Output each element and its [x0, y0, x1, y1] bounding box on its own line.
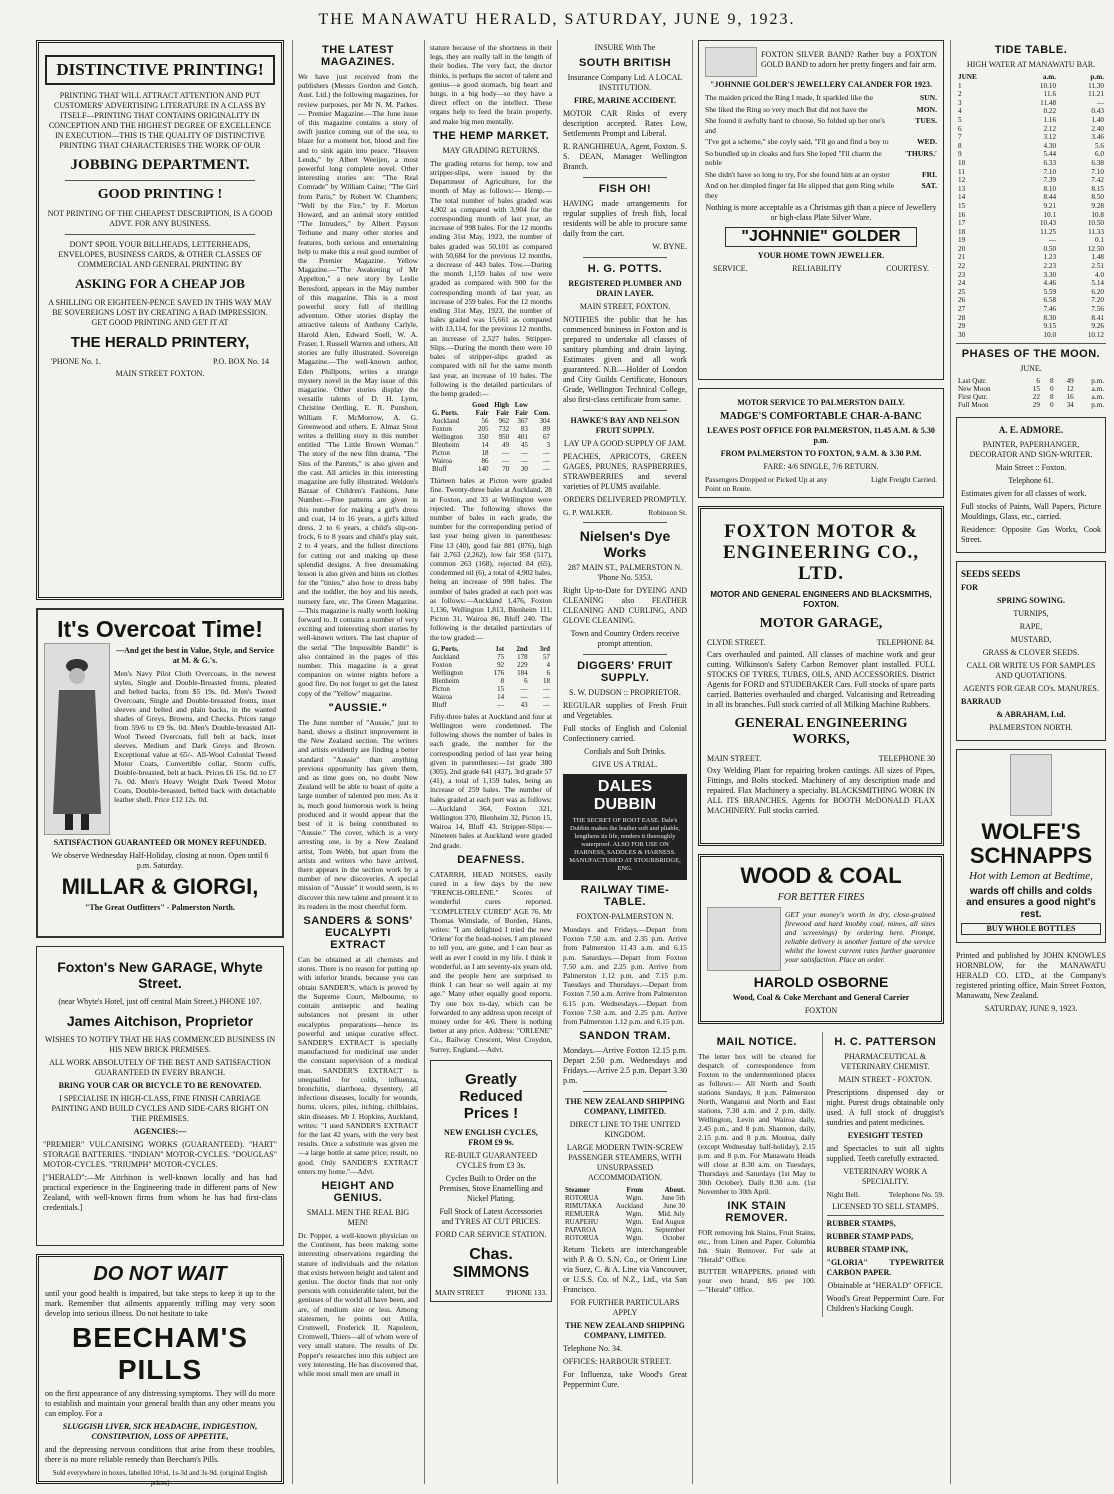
ship-table-row: PAPAROA Wgtn. September [565, 1226, 685, 1235]
column-rule [692, 40, 693, 1484]
wolfes-schnapps: WOLFE'S SCHNAPPS [969, 819, 1093, 869]
hemp-body: The grading returns for hemp, tow and stripper-slips, were issued by the Department of Agriculture, for the month of May as follows:— Hemp.—The total number of bales graded was 4,902 as compared with 3,904 for the corresponding month of last year, an increase of 998 bales. For the 12 months ending 31st May, 1923, the number of bales graded was 50,101 as compared with 50,684 for the previous 12 months, a decrease of 443 bales. Tow.—During the month 1,159 bales of tow were graded as compared with 900 for the corresponding month of last year, an increase of 259 bales. For the 12 months ending 31st May, 1923, the number of bales graded was 15,661 as compared with 13,114, for the previous 12 months, an increase of 2,527 bales. Stripper-Slips.—During the month there were 10 bales of stripper-slips graded as compared with nil for the same month last year, an increase of 10 bales. The following is the detailed particulars of the hemp graded:— [430, 158, 552, 398]
garage-all-work: ALL WORK ABSOLUTELY OF THE BEST AND SATISFACTION GUARANTEED IN EVERY BRANCH. [49, 1058, 271, 1077]
column-1 [36, 40, 284, 1490]
wood-coal-ad [698, 854, 944, 1024]
wards-off: wards off chills and colds and ensures a good night's rest. [966, 885, 1096, 920]
madge-leaves: LEAVES POST OFFICE FOR PALMERSTON, 11.45 A.M. & 5.30 p.m. [707, 425, 935, 445]
tide-table-row: 7 3.12 3.46 [958, 133, 1104, 142]
admore-ad [956, 417, 1106, 553]
overcoat-holiday: We observe Wednesday Half-Holiday, closing at noon. Open until 6 p.m. Saturday. [51, 851, 269, 870]
printery-pobox: P.O. BOX No. 14 [212, 357, 269, 366]
overcoat-satisfaction: SATISFACTION GUARANTEED OR MONEY REFUNDED. [53, 838, 267, 847]
tide-title: TIDE TABLE. [994, 44, 1068, 56]
poem-line: She didn't have so long to try, For she found him at an oyster FRI. [705, 169, 937, 179]
printing-title: DISTINCTIVE PRINTING! [45, 55, 275, 85]
ink-title: INK STAIN REMOVER. [725, 1200, 789, 1224]
tow-table-header: G. Ports. 1st 2nd 3rd [432, 644, 550, 653]
overcoat-figure-icon [45, 644, 109, 834]
railway-body: Mondays and Fridays.—Depart from Foxton 7.50 a.m. and 2.35 p.m. Arrive from Palmerston 11.43 a.m. and 6.15 p.m. Saturdays.—Depart from Foxton 7.50 a.m. and 2.25 p.m. Arrive from Palmerston 1.12 p.m. and 7.15 p.m. Tuesdays and Thursdays.—Depart from Foxton 7.50 a.m. Arrive from Palmerston 6.15 p.m. Wednesdays.—Depart from Foxton 7.50 a.m. and 2.25 p.m. Arrive from Palmerston 1.12 p.m. and 6.15 p.m. [563, 925, 687, 1027]
tide-table-row: 4 0.22 0.43 [958, 107, 1104, 116]
tide-month: JUNE [958, 73, 977, 81]
ring-illustration [705, 47, 757, 77]
shipping-telephone: Telephone No. 34. [563, 1344, 622, 1354]
tide-table-row: 28 8.30 8.41 [958, 313, 1104, 322]
column-4 [563, 40, 687, 1490]
rubber-stamp-ink: RUBBER STAMP INK, [826, 1245, 908, 1254]
telephone-59: Telephone No. 59. [888, 1190, 944, 1199]
hemp-title: THE HEMP MARKET. [432, 129, 550, 142]
poem-line: So bundled up in cloaks and furs She loped "I'll charm the noble 'THURS.' [705, 148, 937, 167]
sanders-title: SANDERS & SONS' EUCALYPTI EXTRACT [303, 915, 413, 952]
nothing-more: Nothing is more acceptable as a Christmas gift than a piece of Jewellery or high-class Plate Silver Ware. [705, 203, 937, 222]
tide-table-row: 30 10.0 10.12 [958, 330, 1104, 339]
moon-table-row: New Moon 15 0 12 a.m. [958, 385, 1104, 394]
ship-table-row: RUAPEHU Wgtn. End August [565, 1218, 685, 1227]
walker-name: G. P. WALKER. [563, 508, 613, 517]
barraud: BARRAUD [961, 697, 1001, 707]
cheap-job: ASKING FOR A CHEAP JOB [75, 276, 245, 291]
spoil-text: DON'T SPOIL YOUR BILLHEADS, LETTERHEADS, ENVELOPES, BUSINESS CARDS, & OTHER CLASSES OF COMMERCIAL AND GENERAL PRINTING BY [58, 240, 262, 269]
ship-table-row: ROTORUA Wgtn. June 5th [565, 1194, 685, 1203]
printery-phone: 'PHONE No. 1. [51, 357, 101, 366]
moon-month: JUNE. [1020, 364, 1042, 374]
overcoat-title: It's Overcoat Time! [57, 616, 263, 642]
height-title: HEIGHT AND GENIUS. [321, 1179, 395, 1204]
mail-body: The letter box will be cleared for despatch of correspondence from Foxton to the undermentioned places as follows:— All North and South stations Sundays, 8 p.m. Palmerston North, Wanganui and North and East stations, 7.30 a.m. and 2 p.m. daily. Wellington, Levin and Wairoa daily, 2.45 p.m., and 8 p.m. Shannon, daily, 2.15 p.m. and 8 p.m. Moutoa, daily (except Wednesday half-holiday), 2.15 p.m. and 8 p.m. For Manawatu Heads will close at 8.30 a.m. on Tuesdays, Thursdays and Saturdays (1st May to 30th October). Daily 8.30 a.m. (1st November to 30th April. [698, 1052, 816, 1196]
column-rule [557, 40, 558, 1484]
admore-stocks: Full stocks of Paints, Wall Papers, Picture Mouldings, Glass, etc., carried. [961, 501, 1101, 521]
tide-table-row: 9 5.44 6.0 [958, 150, 1104, 159]
man-in-overcoat-illustration [44, 643, 110, 835]
potts-subtitle: REGISTERED PLUMBER AND DRAIN LAYER. [568, 279, 682, 298]
great-outfitters: "The Great Outfitters" - Palmerston North. [84, 903, 236, 912]
rubber-stamps: RUBBER STAMPS, [826, 1219, 896, 1228]
ship-table-header: Steamer From About. [565, 1186, 685, 1195]
hemp-table-header: G. Ports. Fair Fair Fair Com. [432, 409, 550, 418]
madge-freight: Light Freight Carried. [870, 474, 937, 484]
tide-table-row: 1 10.10 11.30 [958, 81, 1104, 90]
masthead: THE MANAWATU HERALD, SATURDAY, JUNE 9, 1923. [318, 11, 796, 28]
tide-table-row: 15 9.21 9.28 [958, 201, 1104, 210]
tow-table-row: Picton 15 — — [432, 684, 550, 693]
tide-table-row: 19 — 0.1 [958, 236, 1104, 245]
good-printing-title: GOOD PRINTING ! [97, 187, 223, 202]
hemp-table-row: Wairoa 86 — — — [432, 457, 550, 466]
tide-table-row: 24 4.46 5.14 [958, 279, 1104, 288]
night-bell: Night Bell. [826, 1190, 860, 1199]
moon-table-row: First Qutr. 22 8 16 a.m. [958, 393, 1104, 402]
new-cycles: NEW ENGLISH CYCLES, FROM £9 9s. [444, 1127, 538, 1147]
telephone-30: TELEPHONE 30 [878, 754, 935, 763]
admore-name: A. E. ADMORE. [998, 425, 1064, 436]
general-engineering: GENERAL ENGINEERING WORKS, [734, 716, 908, 747]
fruit-list: PEACHES, APRICOTS, GREEN GAGES, PRUNES, RASPBERRIES, STRAWBERRIES and several varieties of PLUMS available. [563, 452, 687, 491]
tide-table-row: 21 1.23 1.48 [958, 253, 1104, 262]
further-particulars: FOR FURTHER PARTICULARS APPLY [570, 1298, 680, 1318]
admore-trade: PAINTER, PAPERHANGER, DECORATOR AND SIGN-WRITER. [969, 439, 1093, 459]
patterson-title: H. C. PATTERSON [834, 1036, 937, 1048]
tow-body: Fifty-three bales at Auckland and four at Wellington were condemned. The following shows the number of bales in each grade, the number for the corresponding period of last year being given in parentheses:—1st grade 380 (305), 2nd grade 641 (437), 3rd grade 57 (41), a total of 1,159 bales, being an increase of 259 bales. The number of bales graded at each port was as follows:—Auckland 364, Foxton 321, Wellington 370, Blenheim 32, Picton 15, Wairoa 14, Bluff 43. Stripper-Slips:—Nineteen bales at Auckland were graded 2nd grade. [430, 711, 552, 850]
height-body: Dr. Popper, a well-known physician on the Continent, has been making some interesting observations regarding the stature of individuals and the relation that exists between height and talent and genius. The doctor finds that not only persons with considerable talent, but the geniuses of the world all have been, and are, of medium size or less. Among statesmen, he points out Attila, Cromwell, Frederick II, Napoleon, Cromwell, Thiers—all of whom were of very small stature. The results of Dr. Popper's researches into this subject are very interesting. He has discovered that, while most small men are small in [298, 1230, 418, 1378]
tide-am: a.m. [1042, 73, 1057, 81]
licensed-stamps: LICENSED TO SELL STAMPS. [832, 1202, 939, 1211]
potts-title: H. G. POTTS. [587, 263, 663, 275]
veterinary: VETERINARY WORK A SPECIALITY. [843, 1167, 928, 1186]
ship-table-row: ROTORUA Wgtn. October [565, 1234, 685, 1243]
potts-address: MAIN STREET, FOXTON. [579, 302, 671, 311]
printing-ad [36, 40, 284, 600]
madge-ad [698, 388, 944, 498]
garage-wishes: WISHES TO NOTIFY THAT HE HAS COMMENCED BUSINESS IN HIS NEW BRICK PREMISES. [44, 1035, 276, 1054]
tide-table-row: 18 11.25 11.33 [958, 227, 1104, 236]
accessories: Full Stock of Latest Accessories and TYRES AT CUT PRICES. [439, 1206, 543, 1226]
tow-table-row: Blenheim 8 6 18 [432, 676, 550, 685]
poem-line: She found it awfully hard to choose, So folded up her one's and TUES. [705, 116, 937, 135]
diggers-body: REGULAR supplies of Fresh Fruit and Vegetables. [563, 701, 687, 720]
hemp-body-2: Thirteen bales at Picton were graded fine. Twenty-three bales at Auckland, 28 at Foxton, and 33 at Wellington were rejected. The following shows the number of bales in each grade, the number for the corresponding period of last year being given in parentheses: Fine 13 (40), good fair 881 (876), high fair 2,763 (2,262), low fair 958 (517), common 263 (168), rejected 84 (65), condemned nil (6), a total of 4,902 bales, being an increase of 998 bales. The number of bales graded at each port was as follows:—Auckland 1,476, Foxton 1,136, Wellington 1,813, Blenheim 111, Picton 31, Wairoa 86, Bluff 240. The following is the detailed particulars of the tow graded:— [430, 476, 552, 642]
overcoat-subtitle: —And get the best in Value, Style, and Service at M. & G.'s. [116, 646, 274, 665]
insurance-ad [563, 43, 687, 172]
woods-cure: Wood's Great Peppermint Cure. For Children's Hacking Cough. [826, 1294, 944, 1313]
herald-obtainable: Obtainable at "HERALD" OFFICE. [827, 1281, 943, 1290]
herald-printery: THE HERALD PRINTERY, [70, 334, 250, 351]
seed-item: GRASS & CLOVER SEEDS. [982, 648, 1080, 658]
tide-table-header [956, 73, 1106, 82]
good-printing-body: NOT PRINTING OF THE CHEAPEST DESCRIPTION, IS A GOOD ADVT. FOR ANY BUSINESS. [47, 209, 273, 228]
dales-body: THE SECRET OF ROOT EASE. Dale's Dubbin makes the leather soft and pliable, lengthens its life, renders it thoroughly waterproof. ALSO FOR USE ON HARNESS, SADDLES & HARNESS. MANUFACTURED AT STOURBRIDGE, ENG. [569, 817, 681, 872]
moon-table-row: Full Moon 29 0 34 p.m. [958, 401, 1104, 410]
wood-body: GET your money's worth in dry, close-grained firewood and hard knobby coal, mines, all sizes and screenings) by ordering here. Prompt, reliable delivery is another feature of the service whilst the lowest current rates further guarantee your satisfaction. Place an order. [785, 909, 935, 964]
dales-dubbin-ad [563, 774, 687, 880]
diggers-title: DIGGERS' FRUIT SUPPLY. [577, 660, 673, 684]
tow-table [430, 645, 552, 709]
poem-line: And on her dimpled finger fat He slipped that gem Ring while they SAT. [705, 181, 937, 200]
madge-from: FROM PALMERSTON TO FOXTON, 9 A.M. & 3.30 P.M. [720, 448, 922, 458]
patterson-subtitle: PHARMACEUTICAL & VETERINARY CHEMIST. [840, 1052, 930, 1071]
golder-ad [698, 40, 944, 380]
calendar-poem [705, 93, 937, 200]
mail-section [698, 1032, 816, 1317]
ship-table-row: RIMUTAKA Auckland June 30 [565, 1202, 685, 1211]
foxton-band: FOXTON SILVER BAND? Rather buy a FOXTON GOLD BAND to adorn her pretty fingers and fair arm. [761, 50, 937, 69]
seed-item: RAPE, [1019, 622, 1043, 632]
tide-table-row: 17 10.43 10.50 [958, 219, 1104, 228]
column-7 [956, 40, 1106, 1490]
tide-table-row: 23 3.30 4.0 [958, 270, 1104, 279]
aussie-title: "AUSSIE." [328, 701, 388, 714]
telephone-84: TELEPHONE 84. [876, 638, 935, 647]
tide-table [956, 73, 1106, 339]
insurance-company: Insurance Company Ltd. A LOCAL INSTITUTION. [567, 73, 683, 92]
admore-address: Main Street :: Foxton. [995, 462, 1067, 472]
nzshipping-title: THE NEW ZEALAND SHIPPING COMPANY, LIMITED. [565, 1097, 685, 1117]
simmons-phone: 'PHONE 133. [505, 1287, 547, 1297]
tide-subtitle: HIGH WATER AT MANAWATU BAR. [966, 60, 1096, 69]
seeds-for: FOR [961, 583, 978, 593]
garage-body-5: Cars overhauled and painted. All classes of machine work and gear cutting. Wilkinson's Safety Carbon Remover plant installed. FULL STOCKS OF TYRES, TUBES, OILS, AND ACCESSORIES. District Agents for FORD and STUDEBAKER Cars. Full stocks of spare parts carried. Batteries overhauled and charged. Valcanising and Retreading in all its branches. Full stock carried of all Milking Machine Rubbers. [707, 650, 935, 709]
tide-table-row: 14 8.44 8.50 [958, 193, 1104, 202]
moon-table-row: Last Qutr. 6 8 49 p.m. [958, 377, 1104, 386]
courtesy-label: COURTESY. [886, 264, 929, 273]
give-trial: GIVE US A TRIAL. [592, 760, 658, 769]
clyde-street: CLYDE STREET. [707, 638, 766, 647]
influenza: For Influenza, take Wood's Great Peppermint Cure. [563, 1370, 687, 1390]
nielsen-address: 287 MAIN ST., PALMERSTON N. 'Phone No. 5353. [567, 563, 683, 582]
spring-sowing: SPRING SOWING. [996, 596, 1065, 606]
fireplace-illustration [707, 907, 781, 971]
magazines-body: We have just received from the publishers (Messrs Gordon and Gotch, Aust. Ltd.) the following magazines, for review purposes, per Mr N. M. Parkes.— Premier Magazine.—The June issue of this magazine contains a story of swift justice coming out of the sea, to blaze for a moment hot, blood and fire and to sink again into peace. "Heaven Lends," by Albert Weeijen, a most powerful long complete novel. Other interesting stories are: "The Real Comrade" by William Caine; "The Girl from Paris," by Robert W. Chambers; "Well by the Fire," by F. Morton Howard, and an animal story entitled "The Intruders," by Albert Payson Terhune and many other stories and features, both serious and entertaining help to make this a real good number of the Premier Magazine. Yellow Magazine.—"The Awakening of Mr Appelton," a new story by Leslie Beresford, appears in the May number of this magazine. This is a most powerful story full of thrilling adventure. Other stories display the attractive talents of Anthony Carlyle, Harold Alen, Edward Soell, W. A. Fraser, I. Russell Warren and others. All stories are fully illustrated. Sovereign Magazine.—The well-known author, Eden Phillpotts, writes a strange mystery novel in the May issue of this magazine. Other stories display the versatile talents of D. H. Lynn, Christine Oertling, E. R. Punshon, William F. McMorrow, A. G. Greenwood and others. E. Almaz Stout writes a thrilling story in this number entitled "The Little Brown Woman." The story of the new film drama, "The Sins of the Parents," is also given and the cast. All articles in this interesting magazine are fully illustrated. Weldon's Bazaar of Children's Fashions, June Number.—Free patterns are given in this number for making a girl's dress and coat, 14 to 16 years, a girl's kilted dress, 2 to 6 years, a child's slip-on-frock, 6 to 8 years and child's play suit, 2 to 4 years, and the fullest directions for cutting out and making up these splendid designs. A free dressmaking lesson is also given and hints on clothes for the "tinies," also how to dress baby and the toddler, the boy and his needs, nursery fare, etc. The Green Magazine.—This magazine is really worth looking forward to. It contains a number of very exciting and interesting short stories by well-known writers. The last chapter of the serial "The Impossible Bandit" is also contained in the pages of this number. This magazine is a great companion on winter nights before a good fire. Do not forget to get the latest copy of the "Yellow" magazine. [298, 72, 418, 698]
spectacles: and Spectacles to suit all sights supplied. Teeth carefully extracted. [826, 1144, 944, 1163]
beecham-end: and the depressing nervous conditions that arise from these troubles, there is no more reliable remedy than Beecham's Pills. [45, 1445, 275, 1464]
millar-giorgi: MILLAR & GIORGI, [61, 874, 259, 899]
nielsen-title: Nielsen's Dye Works [579, 528, 671, 560]
ship-table-row: REMUERA Wgtn. Mid. July [565, 1210, 685, 1219]
hemp-table-row: Foxton 205 732 83 89 [432, 425, 550, 434]
seeds-ad [956, 561, 1106, 742]
bottle-illustration [1010, 754, 1052, 816]
poem-line: She liked the Ring so very much But did not have the MON. [705, 104, 937, 114]
hot-with-lemon: Hot with Lemon at Bedtime, [969, 870, 1093, 883]
ink-body: FOR removing Ink Stains, Fruit Stains, etc., from Linen and Paper. Columbia Ink Stain Remover. For sale at "Herald" Office. [698, 1228, 816, 1264]
tow-table-row: Bluff — 43 — [432, 700, 550, 709]
column-5 [698, 40, 944, 1490]
seeds-agents: AGENTS FOR GEAR CO's. MANURES. [963, 684, 1099, 694]
rubber-stamp-pads: RUBBER STAMP PADS, [826, 1232, 914, 1241]
golder-calendar: "JOHNNIE GOLDER'S JEWELLERY CALANDER FOR 1923. [709, 80, 933, 89]
harold-osborne: HAROLD OSBORNE [753, 973, 889, 990]
simmons-ad [430, 1060, 552, 1302]
hemp-table-row: Auckland 56 962 367 304 [432, 417, 550, 426]
garage-bring-car: BRING YOUR CAR OR BICYCLE TO BE RENOVATED. [58, 1081, 262, 1090]
agent-names: R. RANGHIHEUA, Agent, Foxton. S. S. DEAN, Manager Wellington Branch. [563, 142, 687, 171]
stature-continued: stature because of the shortness in their legs, they are really tall in the length of their bodies. The very fact, the doctor thinks, is perhaps the secret of talent and genius—a good stomach, big heart and lungs, in a big body—so they have a direct effect on the intellect. These organs help to feed the brain properly, and make big men mentally. [430, 43, 552, 126]
aitchison-name: James Aitchison, Proprietor [66, 1013, 254, 1029]
rebuilt-cycles: RE-BUILT GUARANTEED CYCLES from £3 3s. [444, 1150, 538, 1170]
garage-address: (near Whyte's Hotel, just off central Main Street.) PHONE 107. [58, 997, 262, 1006]
motor-engineers: MOTOR AND GENERAL ENGINEERS AND BLACKSMITHS, FOXTON. [710, 590, 932, 609]
service-label: SERVICE. [713, 264, 748, 273]
tide-table-row: 27 7.46 7.56 [958, 305, 1104, 314]
tide-table-row: 25 5.59 6.20 [958, 287, 1104, 296]
overcoat-ad [36, 608, 284, 938]
seed-item: TURNIPS, [1013, 609, 1049, 619]
seed-list [961, 609, 1101, 658]
harold-foxton: FOXTON [804, 1005, 838, 1015]
tide-table-row: 13 8.10 8.15 [958, 184, 1104, 193]
madge-passengers: Passengers Dropped or Picked Up at any Point on Route. [705, 474, 828, 493]
mail-title: MAIL NOTICE. [716, 1036, 797, 1048]
deafness-title: DEAFNESS. [457, 853, 525, 866]
column-rule [292, 40, 293, 1484]
column-2 [298, 40, 418, 1490]
railway-title: RAILWAY TIME-TABLE. [580, 884, 670, 908]
tide-table-row: 26 6.58 7.20 [958, 296, 1104, 305]
hemp-table-row: Picton 18 — — — [432, 449, 550, 458]
dales-title: DALES DUBBIN [593, 778, 657, 813]
sanders-body: Can be obtained at all chemists and stores. There is no reason for putting up with inferior brands, because you can obtain SANDER'S, which is proved by the Supreme Court, Melbourne, to contain antiseptic and healing substances not present in other eucalyptus preparations—hence its powerful and unique curative effect. SANDER'S EXTRACT is specially manufactured for medicinal use under the constant supervision of a medical man. SANDER'S EXTRACT is unequalled for colds, influenza, bronchitis, diarrhoea, dysentery, all infectious diseases, locally for wounds, burns, ulcers, piles, itching, chilblains, skin diseases. Mr J. Hopkins, Auckland, writes: "I used SANDER'S EXTRACT for the last 42 years, with the very best results. Once a substitute was given me—a large bottle at same price; result, no good. Only SANDER'S EXTRACT enters my home."—Advt. [298, 955, 418, 1176]
insure-label: INSURE With The [594, 43, 656, 52]
beecham-body: on the first appearance of any distressing symptoms. They will do more to establish and maintain your general health than any other means you can employ. For a [45, 1389, 275, 1418]
fish-sign: W. BYNE. [652, 242, 687, 251]
main-street: MAIN STREET. [707, 754, 762, 763]
eyesight-tested: EYESIGHT TESTED [847, 1131, 923, 1140]
garage-ad [36, 946, 284, 1246]
seeds-call: CALL OR WRITE US FOR SAMPLES AND QUOTATIONS. [966, 661, 1096, 681]
beecham-pills: BEECHAM'S PILLS [72, 1322, 248, 1385]
greatly-reduced: Greatly Reduced Prices ! [459, 1070, 523, 1122]
column-3 [430, 40, 552, 1490]
home-town-jeweller: YOUR HOME TOWN JEWELLER. [757, 251, 885, 260]
tow-table-row: Wellington 176 184 6 [432, 668, 550, 677]
admore-estimates: Estimates given for all classes of work. [961, 488, 1087, 498]
madge-title: MADGE'S COMFORTABLE CHAR-A-BANC [720, 411, 922, 422]
wolfes-ad [956, 749, 1106, 943]
simmons-name: Chas. SIMMONS [452, 1245, 530, 1281]
printery-street: MAIN STREET FOXTON. [115, 369, 205, 378]
fire-marine: FIRE, MARINE ACCIDENT. [573, 96, 677, 105]
sandon-title: SANDON TRAM. [579, 1030, 671, 1043]
ford-station: FORD CAR SERVICE STATION. [435, 1229, 547, 1239]
diggers-stock: Full stocks of English and Colonial Confectionery carried. [563, 724, 687, 743]
aussie-body: The June number of "Aussie," just to hand, shows a distinct improvement in the New Zealand section. The writers and artists evidently are finding a better standard "Aussie" than anything previous opportunity has given them, and as time goes on, no doubt New Zealand will be able to boast of quite a large number of talented pen men. As it is, much good humorous work is being produced and it would appear that the best of it is being contributed to "Aussie." The cover, which is a very arresting one, is by a New Zealand artist, Tom Webb, but apart from the artists and writers who have arrived, there appears in the section work by a number of new discoveries. A special mission of "Aussie" it would seem, is to discover this new talent and present it to its readers in the most cheerful form. [298, 717, 418, 911]
return-tickets: Return Tickets are interchangeable with P. & O. S.N. Co., or Orient Line via Suez, C. & A. Line via Vancouver, or U.S.S. Co. of N.Z., Ltd., via San Francisco. [563, 1245, 687, 1295]
tow-table-row: Auckland 75 178 57 [432, 652, 550, 661]
garage-specialise: I SPECIALISE IN HIGH-CLASS, FINE FINISH CARRIAGE PAINTING AND BUILD CYCLES AND SIDE-CARS RIGHT ON THE PREMISES. [51, 1094, 269, 1123]
printed-by: Printed and published by JOHN KNOWLES HORNBLOW, for the MANAWATU HERALD CO. LTD., at the Company's registered printing office, Main Street Foxton, Manawatu, New Zealand. [956, 951, 1106, 1001]
tide-table-row: 16 10.1 10.8 [958, 210, 1104, 219]
cordials: Cordials and Soft Drinks. [584, 747, 666, 756]
fish-body: HAVING made arrangements for regular supplies of fresh fish, local residents will be able to procure same daily from the cart. [563, 199, 687, 238]
potts-body: NOTIFIES the public that he has commenced business in Foxton and is prepared to undertake all classes of sanitary plumbing and drain laying. Estimates given and all work guaranteed. N.B.—Holder of London and City Guilds Certificate, Honours Grade, Wellington Technical College, also first-class certificate from same. [563, 315, 687, 404]
garage-herald-note: ["HERALD":—Mr Aitchison is well-known locally and has had practical experience in the Engineering trade in different parts of New Zealand, with well-known firms from whom he has had first-class credentials.] [43, 1173, 277, 1212]
hemp-table-row: Blenheim 14 49 45 3 [432, 441, 550, 450]
shipping-offices: OFFICES: HARBOUR STREET. [563, 1357, 672, 1367]
tide-table-row: 20 0.50 12.50 [958, 244, 1104, 253]
patterson-body: Prescriptions dispensed day or night. Purest drugs obtainable only used. A full stock of druggist's sundries and patent medicines. [826, 1088, 944, 1127]
railway-subtitle: FOXTON-PALMERSTON N. [576, 912, 674, 921]
abraham: & ABRAHAM, Ltd. [996, 710, 1066, 720]
beecham-ad [36, 1254, 284, 1487]
butter-wrappers: BUTTER WRAPPERS, printed with your own brand, 8/6 per 100.—"Herald" Office. [698, 1267, 816, 1294]
garage-agencies-title: AGENCIES:— [133, 1127, 187, 1136]
magazines-title: THE LATEST MAGAZINES. [320, 44, 396, 68]
hawkes-title: HAWKE'S BAY AND NELSON FRUIT SUPPLY. [570, 416, 680, 435]
date-footer: SATURDAY, JUNE 9, 1923. [984, 1004, 1078, 1014]
direct-line: DIRECT LINE TO THE UNITED KINGDOM. [569, 1120, 681, 1140]
hemp-table-header: Good High Low [472, 401, 528, 410]
sandon-body: Mondays.—Arrive Foxton 12.15 p.m. Depart 2.50 p.m. Wednesdays and Fridays.—Arrive 2.5 p.m. Depart 3.30 p.m. [563, 1046, 687, 1086]
diggers-proprietor: S. W. DUDSON :: PROPRIETOR. [569, 688, 681, 697]
seed-item: MUSTARD, [1010, 635, 1052, 645]
wood-coal-title: WOOD & COAL [740, 863, 902, 888]
poem-line: The maiden priced the Ring I made, It sparkled like the SUN. [705, 93, 937, 102]
ship-table [563, 1186, 687, 1242]
deafness-body: CATARRH, HEAD NOISES, easily cured in a few days by the new "FRENCH-ORLENE." Scores of wonderful cures reported. "COMPLETELY CURED" AGE 76. Mr Thomas Wimslade, of Borden, Hants, writes: "I am delighted I tried the new 'Orlene' for the head-noises, I am pleased to tell you, are gone, and I can hear as well as ever I could in my life. I think it wonderful, as I am seventy-six years old, and the people here are surprised to think I can hear so well again at my age." Many other equally good reports. Try one box to-day, which can be forwarded to any address upon receipt of money order for 4/6. There is nothing better at any price. Address: "ORLENE" Co., Railway Crescent, West Croydon, Surrey, England.—Advt. [430, 869, 552, 1054]
reliability-label: RELIABILITY [792, 264, 842, 273]
motor-risks: MOTOR CAR Risks of every description accepted. Rates Low, Settlements Prompt and Liberal. [563, 109, 687, 138]
tide-table-row: 10 6.33 6.38 [958, 158, 1104, 167]
hemp-subtitle: MAY GRADING RETURNS. [442, 145, 540, 155]
large-modern: LARGE MODERN TWIN-SCREW PASSENGER STEAMERS, WITH UNSURPASSED ACCOMMODATION. [566, 1143, 684, 1183]
motor-garage: MOTOR GARAGE, [759, 616, 883, 631]
madge-fare: FARE: 4/6 SINGLE, 7/6 RETURN. [763, 461, 879, 471]
tide-table-row: 22 2.23 2.51 [958, 262, 1104, 271]
column-rule [950, 40, 951, 1484]
palmerston-north: PALMERSTON NORTH. [989, 723, 1073, 733]
tide-table-row: 12 7.39 7.42 [958, 176, 1104, 185]
fish-title: FISH OH! [598, 183, 652, 195]
hemp-table-row: Bluff 140 70 30 — [432, 465, 550, 474]
garage-agency-list: "PREMIER" VULCANISING WORKS (GUARANTEED). "HART" STORAGE BATTERIES. "INDIAN" MOTOR-CYCLES. "DOUGLAS" MOTOR-CYCLES. "TRIUMPH" MOTOR-CYCLES. [43, 1140, 277, 1169]
tide-table-row: 5 1.16 1.40 [958, 115, 1104, 124]
tide-table-row: 8 4.30 5.6 [958, 141, 1104, 150]
tide-table-row: 29 9.15 9.26 [958, 322, 1104, 331]
hemp-table-row: Wellington 350 950 401 67 [432, 433, 550, 442]
simmons-address: MAIN STREET [435, 1287, 485, 1297]
admore-telephone: Telephone 61. [1008, 475, 1054, 485]
tow-table-row: Foxton 92 229 4 [432, 660, 550, 669]
shilling-text: A SHILLING OR EIGHTEEN-PENCE SAVED IN THIS WAY MAY BE SOVEREIGNS LOST BY CREATING A BAD IMPRESSION. GET GOOD PRINTING AND GET IT AT [48, 298, 272, 327]
walker-address: Robinson St. [648, 508, 687, 517]
beecham-sold: Sold everywhere in boxes, labelled 10½d, 1s-3d and 3s-9d. (original English prices) [52, 1469, 268, 1487]
patterson-section [822, 1032, 945, 1317]
tide-table-row: 3 11.48 — [958, 98, 1104, 107]
overcoat-items: Men's Navy Pilot Cloth Overcoats, in the newest styles, Single and Double-Breasted fronts, pleated and belted backs, from $5 19s. 0d. Men's Tweed Overcoats, Single and Double-breasted fronts, inset sleeves and belted and plain backs, in the wanted shades of Greys, Browns, and Checks. Prices range from 59/6 to £9 9s. 0d. Men's Double-breasted All-Wool Tweed Overcoats, full belt at back, inset sleeves. Medium and Dark Greys and Brown. Exceptional value at 65/-. All-Wool Colonial Tweed Motor Coats, Convertible collar, Storm cuffs, Double-breasted, belt at back. Prices £6 15s. 0d. to £7 7s. 0d. Men's Heavy Weight Dark Tweed Motor Coats, Double-breasted, belted back with detachable leather shell. Price £12 12s. 0d. [114, 669, 276, 804]
motor-service: MOTOR SERVICE TO PALMERSTON DAILY. [737, 398, 905, 407]
gloria-carbon: "GLORIA" TYPEWRITER CARBON PAPER. [826, 1258, 944, 1277]
buy-whole-bottles: BUY WHOLE BOTTLES [961, 923, 1101, 935]
south-british: SOUTH BRITISH [578, 57, 672, 69]
garage-title: Foxton's New GARAGE, Whyte Street. [57, 959, 263, 991]
johnnie-golder: "JOHNNIE" GOLDER [725, 227, 917, 247]
tide-table-row: 2 11.6 11.21 [958, 90, 1104, 99]
nielsen-orders: Town and Country Orders receive prompt attention. [570, 629, 680, 648]
lay-up-jam: LAY UP A GOOD SUPPLY OF JAM. [563, 439, 687, 448]
height-subtitle: SMALL MEN THE REAL BIG MEN! [306, 1207, 410, 1227]
jobbing-title: JOBBING DEPARTMENT. [70, 157, 250, 173]
beecham-intro: until your good health is impaired, but take steps to keep it up to the mark. Remember that ailments apparently trifling may very soon develop into serious illness. Do not hesitate to take [45, 1289, 275, 1318]
foxton-motor-title: FOXTON MOTOR & ENGINEERING CO., LTD. [723, 521, 919, 584]
tide-table-row: 11 7.10 7.10 [958, 167, 1104, 176]
poem-line: "I've got a scheme," she coyly said, "I'll go and find a boy to WED. [705, 137, 937, 146]
do-not-wait: DO NOT WAIT [93, 1263, 227, 1285]
beecham-ailments: SLUGGISH LIVER, SICK HEADACHE, INDIGESTION, CONSTIPATION, LOSS OF APPETITE, [62, 1422, 258, 1441]
printing-body: PRINTING THAT WILL ATTRACT ATTENTION AND PUT CUSTOMERS' ADVERTISING LITERATURE IN A CLASS BY ITSELF—PRINTING THAT CONTAINS ORIGINALITY IN CONCEPTION AND THE HIGHEST DEGREE OF EXCELLENCE IN EXECUTION—THIS IS THE QUALITY OF DISTINCTIVE PRINTING THAT CHARACTERISES THE WORK OF OUR [48, 91, 272, 150]
seeds-title: SEEDS SEEDS [961, 568, 1021, 579]
column-rule [424, 40, 425, 1484]
moon-title: PHASES OF THE MOON. [961, 348, 1101, 361]
admore-residence: Residence: Opposite Gas Works, Cook Street. [961, 524, 1101, 544]
foxton-motor-ad [698, 506, 944, 846]
harold-subtitle: Wood, Coal & Coke Merchant and General Carrier [732, 992, 910, 1002]
tide-table-row: 6 2.12 2.40 [958, 124, 1104, 133]
cycles-order: Cycles Built to Order on the Premises, Stove Enamelling and Nickel Plating. [439, 1173, 543, 1203]
hemp-table [430, 401, 552, 473]
nielsen-body: Right Up-to-Date for DYEING AND CLEANING also FEATHER CLEANING AND CURLING, AND GLOVE CLEANING. [563, 586, 687, 625]
nzshipping-title-2: THE NEW ZEALAND SHIPPING COMPANY, LIMITED. [565, 1321, 685, 1341]
engineering-body: Oxy Welding Plant for repairing broken castings. All sizes of Pipes, Fittings, and Bolts stocked. Machinery of any description made and repaired. Flax Machinery a specialty. BLACKSMITHING WORK IN ALL ITS BRANCHES. Agents for BOOTH McDONALD FLAX MACHINERY. Full stocks carried. [707, 766, 935, 815]
better-fires: FOR BETTER FIRES [777, 892, 865, 903]
moon-table [956, 377, 1106, 409]
orders-delivered: ORDERS DELIVERED PROMPTLY. [563, 495, 687, 504]
patterson-address: MAIN STREET - FOXTON. [838, 1075, 932, 1084]
tide-pm: p.m. [1090, 73, 1104, 81]
tow-table-row: Wairoa 14 — — [432, 692, 550, 701]
